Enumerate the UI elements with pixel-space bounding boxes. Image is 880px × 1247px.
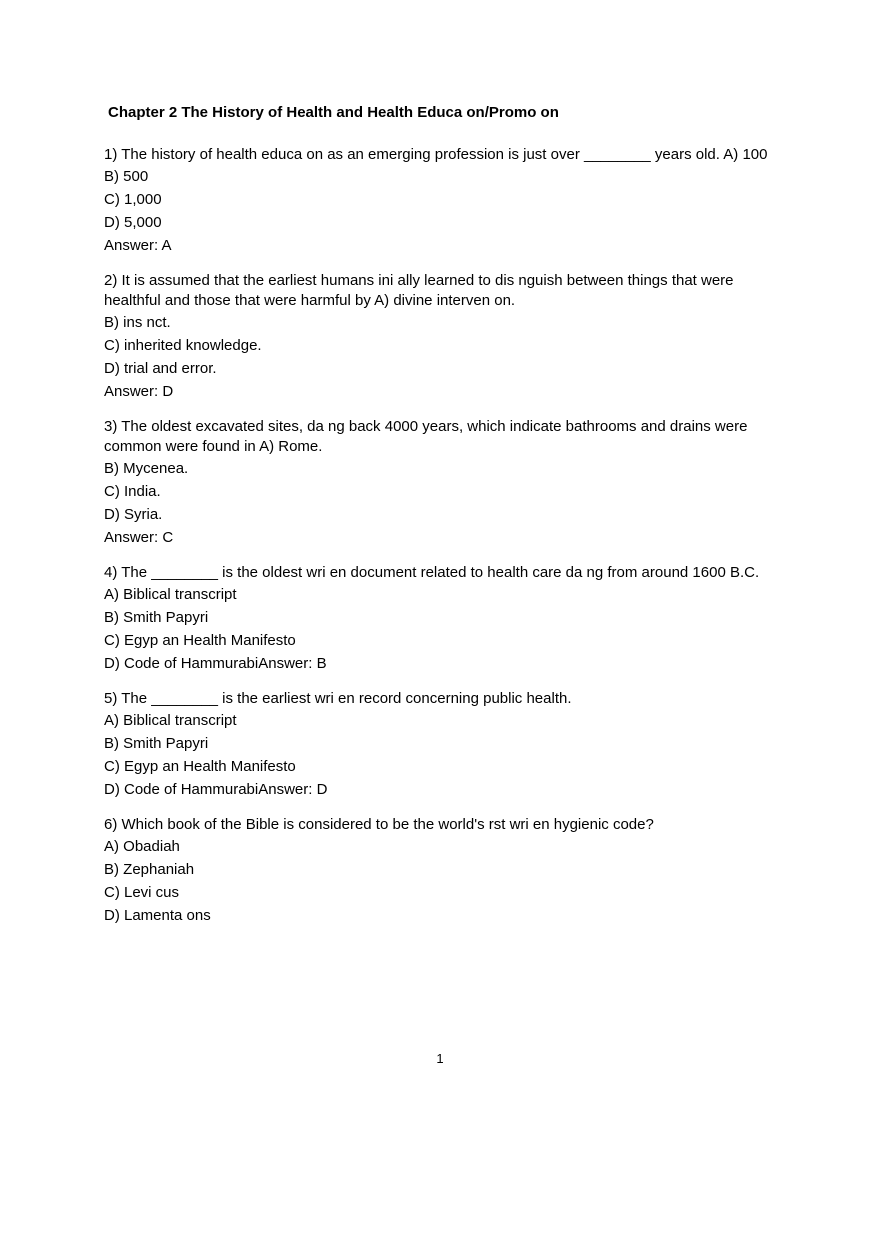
answer-key: Answer: C	[104, 529, 174, 546]
answer-option: A) Biblical transcript	[104, 712, 237, 729]
answer-option: B) Zephaniah	[104, 861, 195, 878]
question-4	[104, 563, 784, 675]
answer-option: B) 500	[104, 168, 149, 185]
question-stem: 5) The ________ is the earliest wri en record concerning public health.	[104, 690, 572, 707]
answer-option: B) Smith Papyri	[104, 735, 209, 752]
question-stem: 4) The ________ is the oldest wri en document related to health care da ng from around 1600 B.C.	[104, 564, 760, 581]
answer-key: Answer: A	[104, 237, 172, 254]
answer-option: C) Egyp an Health Manifesto	[104, 632, 296, 649]
question-stem: 1) The history of health educa on as an emerging profession is just over ________ years old. A) 100	[104, 146, 768, 163]
question-stem: 6) Which book of the Bible is considered to be the world's rst wri en hygienic code?	[104, 816, 654, 833]
answer-option: A) Obadiah	[104, 838, 180, 855]
answer-option: C) 1,000	[104, 191, 162, 208]
answer-option: B) Smith Papyri	[104, 609, 209, 626]
answer-option: C) Levi cus	[104, 884, 180, 901]
answer-option: D) Code of HammurabiAnswer: D	[104, 781, 328, 798]
question-stem: 3) The oldest excavated sites, da ng back 4000 years, which indicate bathrooms and drains were common were found in A) Rome.	[104, 418, 748, 455]
answer-option: A) Biblical transcript	[104, 586, 237, 603]
answer-key: Answer: D	[104, 383, 174, 400]
question-6	[104, 815, 784, 927]
answer-option: C) inherited knowledge.	[104, 337, 262, 354]
page-number: 1	[436, 1051, 444, 1066]
question-1	[104, 145, 784, 257]
question-2	[104, 271, 784, 403]
answer-option: B) ins nct.	[104, 314, 171, 331]
answer-option: B) Mycenea.	[104, 460, 189, 477]
answer-option: D) Syria.	[104, 506, 163, 523]
answer-option: D) Code of HammurabiAnswer: B	[104, 655, 327, 672]
question-stem: 2) It is assumed that the earliest humans ini ally learned to dis nguish between things that were healthful and those that were harmful by A) divine interven on.	[104, 272, 734, 309]
answer-option: D) 5,000	[104, 214, 162, 231]
answer-option: D) Lamenta ons	[104, 907, 211, 924]
answer-option: D) trial and error.	[104, 360, 217, 377]
question-5	[104, 689, 784, 801]
answer-option: C) India.	[104, 483, 161, 500]
question-list	[104, 145, 784, 941]
chapter-title: Chapter 2 The History of Health and Health Educa on/Promo on	[108, 104, 559, 121]
answer-option: C) Egyp an Health Manifesto	[104, 758, 296, 775]
question-3	[104, 417, 784, 549]
